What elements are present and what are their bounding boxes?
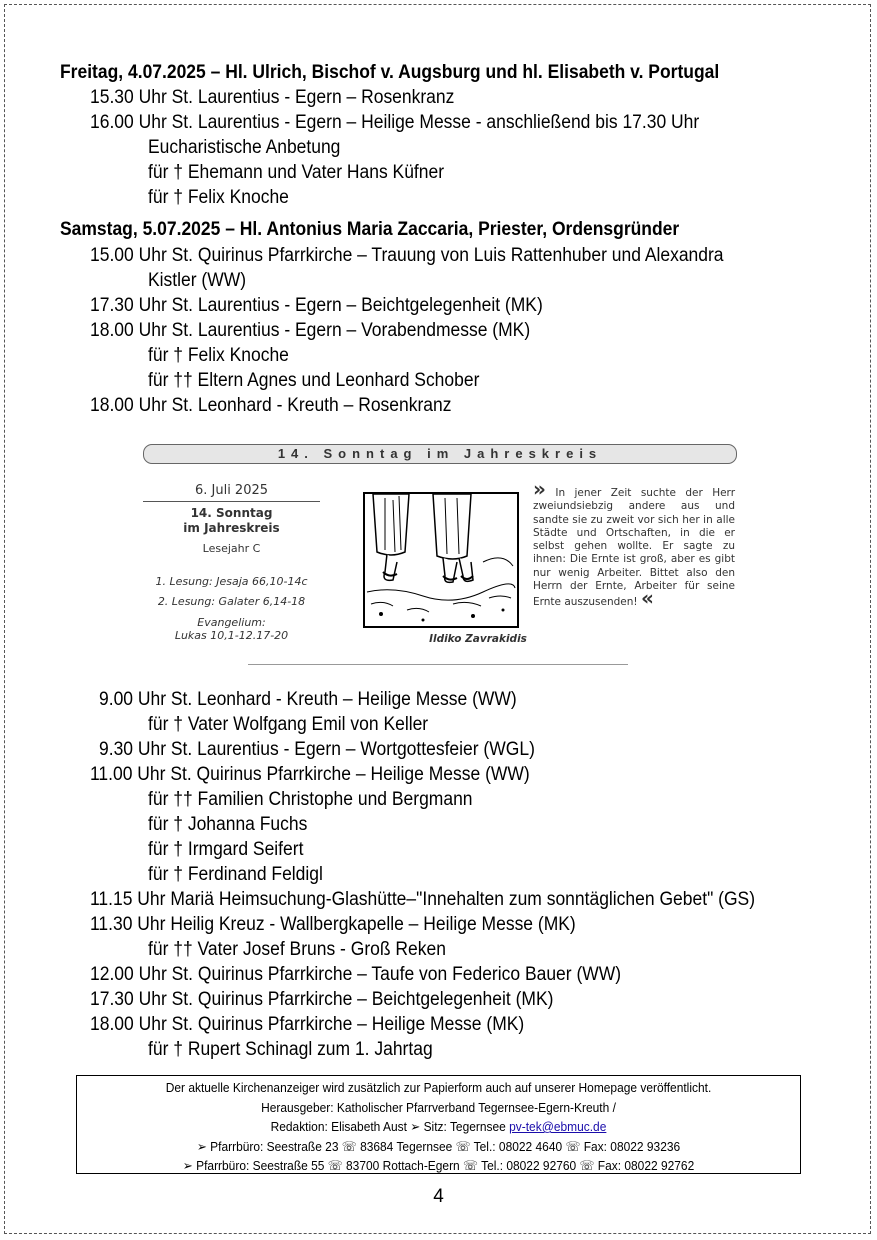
intention-line: für † Ehemann und Vater Hans Küfner — [148, 162, 445, 183]
footer-line-3-text: Redaktion: Elisabeth Aust ➢ Sitz: Tegernsee — [270, 1119, 510, 1134]
email-link[interactable]: pv-tek@ebmuc.de — [509, 1119, 607, 1134]
date-divider — [143, 501, 320, 502]
footer-line-5: ➢ Pfarrbüro: Seestraße 55 ☏ 83700 Rottach-Egern ☏ Tel.: 08022 92760 ☏ Fax: 08022 92762 — [182, 1158, 695, 1173]
footer-line-1: Der aktuelle Kirchenanzeiger wird zusätzlich zur Papierform auch auf unserer Homepage veröffentlicht. — [165, 1080, 712, 1095]
gospel-label: Evangelium: — [197, 616, 266, 629]
schedule-line: 18.00 Uhr St. Leonhard - Kreuth – Rosenkranz — [90, 395, 452, 416]
lesejahr: Lesejahr C — [202, 542, 261, 555]
intention-line: für † Irmgard Seifert — [148, 839, 304, 860]
page-number: 4 — [433, 1186, 444, 1207]
schedule-line: 12.00 Uhr St. Quirinus Pfarrkirche – Taufe von Federico Bauer (WW) — [90, 964, 622, 985]
reading-1: 1. Lesung: Jesaja 66,10-14c — [155, 575, 308, 588]
schedule-line: 15.30 Uhr St. Laurentius - Egern – Rosenkranz — [90, 87, 455, 108]
banner-title: 14. Sonntag im Jahreskreis — [277, 446, 603, 461]
schedule-line: 11.00 Uhr St. Quirinus Pfarrkirche – Heilige Messe (WW) — [90, 764, 530, 785]
intention-line: für † Felix Knoche — [148, 187, 289, 208]
footer-box — [76, 1075, 801, 1174]
schedule-line: 11.15 Uhr Mariä Heimsuchung-Glashütte–"Innehalten zum sonntäglichen Gebet" (GS) — [90, 889, 756, 910]
schedule-line: 11.30 Uhr Heilig Kreuz - Wallbergkapelle – Heilige Messe (MK) — [90, 914, 576, 935]
footer-line-3 — [106, 1117, 771, 1137]
sunday-banner — [143, 444, 737, 464]
intention-line: für †† Familien Christophe und Bergmann — [148, 789, 473, 810]
insert-divider — [248, 664, 628, 665]
gospel-ref: Lukas 10,1-12.17-20 — [174, 629, 289, 642]
intention-line: für † Rupert Schinagl zum 1. Jahrtag — [148, 1039, 433, 1060]
schedule-line: 17.30 Uhr St. Quirinus Pfarrkirche – Beichtgelegenheit (MK) — [90, 989, 554, 1010]
quote-close-mark: « — [640, 586, 654, 611]
intention-line: für †† Vater Josef Bruns - Groß Reken — [148, 939, 446, 960]
disciples-feet-illustration — [363, 492, 519, 628]
artist-credit: Ildiko Zavrakidis — [429, 633, 527, 645]
schedule-line: 16.00 Uhr St. Laurentius - Egern – Heilige Messe - anschließend bis 17.30 Uhr — [90, 112, 700, 133]
schedule-line: Eucharistische Anbetung — [148, 137, 341, 158]
reading-2: 2. Lesung: Galater 6,14-18 — [157, 595, 306, 608]
schedule-line: 15.00 Uhr St. Quirinus Pfarrkirche – Trauung von Luis Rattenhuber und Alexandra — [90, 245, 724, 266]
quote-open-mark: » — [533, 477, 546, 501]
schedule-line: 18.00 Uhr St. Laurentius - Egern – Vorabendmesse (MK) — [90, 320, 531, 341]
quote-text: In jener Zeit suchte der Herr zweiundsiebzig andere aus und sandte sie zu zweit vor sich her in alle Städte und Ortschaften, in die er selbst gehen wollte. Er sagte zu ihnen: Die Ernte ist groß, aber es gibt nur wenig Arbeiter. Bittet also den Herrn der Ernte, Arbeiter für seine Ernte auszusenden! — [533, 487, 736, 609]
schedule-line: Kistler (WW) — [148, 270, 247, 291]
friday-heading: Freitag, 4.07.2025 – Hl. Ulrich, Bischof v. Augsburg und hl. Elisabeth v. Portugal — [60, 62, 720, 83]
intention-line: für † Johanna Fuchs — [148, 814, 308, 835]
schedule-line: 9.00 Uhr St. Leonhard - Kreuth – Heilige Messe (WW) — [99, 689, 517, 710]
footer-line-4: ➢ Pfarrbüro: Seestraße 23 ☏ 83684 Tegernsee ☏ Tel.: 08022 4640 ☏ Fax: 08022 93236 — [196, 1138, 681, 1154]
schedule-line: 18.00 Uhr St. Quirinus Pfarrkirche – Heilige Messe (MK) — [90, 1014, 525, 1035]
gospel-quote — [533, 477, 736, 611]
sunday-title-2: im Jahreskreis — [183, 521, 280, 535]
schedule-line: 17.30 Uhr St. Laurentius - Egern – Beichtgelegenheit (MK) — [90, 295, 543, 316]
footer-line-2: Herausgeber: Katholischer Pfarrverband Tegernsee-Egern-Kreuth / — [261, 1099, 616, 1115]
saturday-heading: Samstag, 5.07.2025 – Hl. Antonius Maria Zaccaria, Priester, Ordensgründer — [60, 219, 680, 240]
insert-date: 6. Juli 2025 — [194, 483, 269, 498]
schedule-line: 9.30 Uhr St. Laurentius - Egern – Wortgottesfeier (WGL) — [99, 739, 535, 760]
sunday-title-1: 14. Sonntag — [190, 506, 273, 520]
intention-line: für † Vater Wolfgang Emil von Keller — [148, 714, 429, 735]
intention-line: für † Felix Knoche — [148, 345, 289, 366]
intention-line: für † Ferdinand Feldigl — [148, 864, 323, 885]
intention-line: für †† Eltern Agnes und Leonhard Schober — [148, 370, 480, 391]
